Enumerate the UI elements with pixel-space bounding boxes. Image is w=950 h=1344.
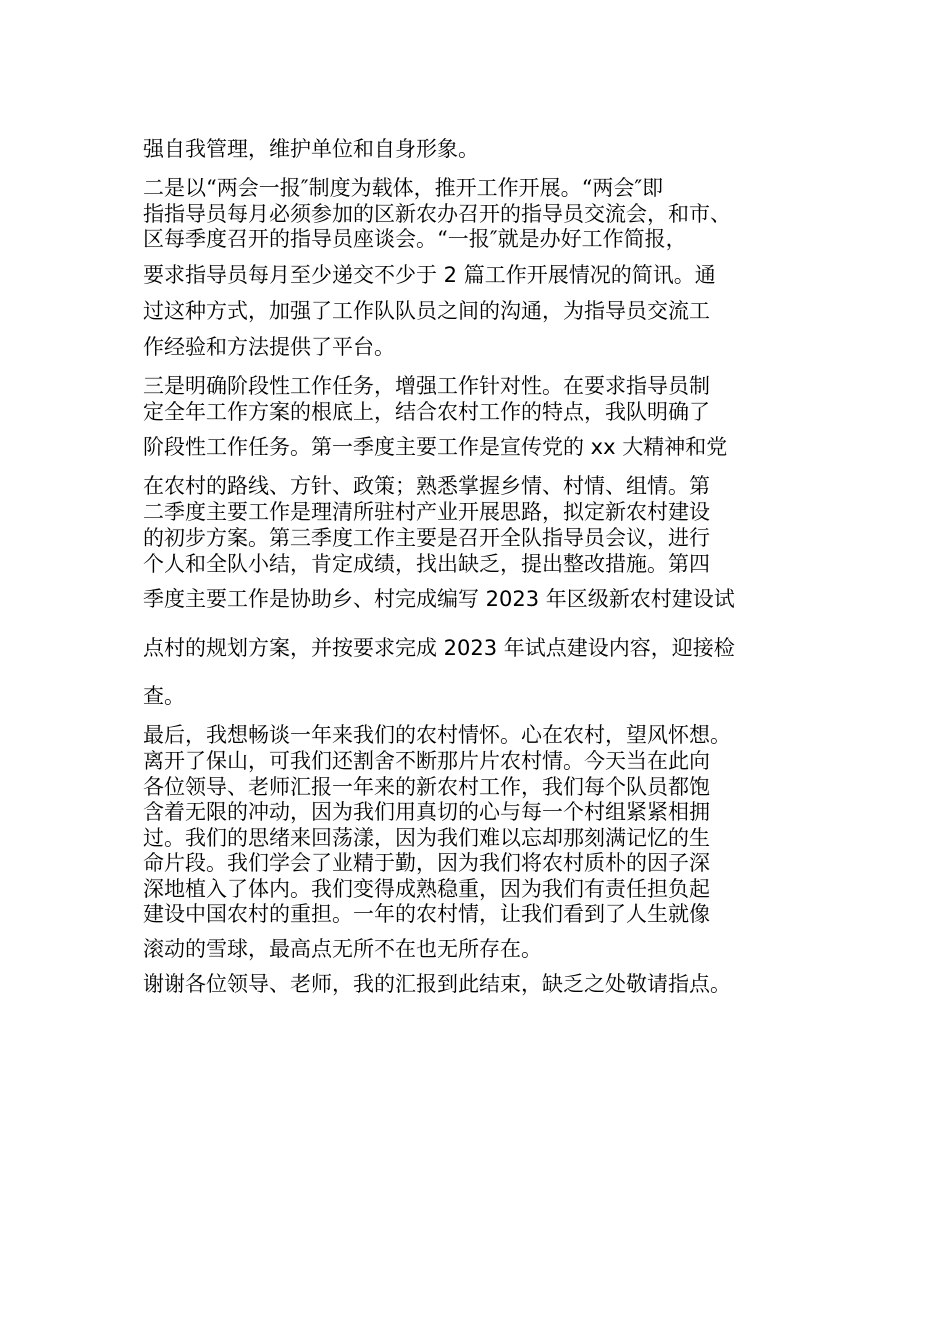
text-line: 个人和全队小结，肯定成绩，找出缺乏，提出整改措施。第四 <box>143 552 710 576</box>
text-line: 区每季度召开的指导员座谈会。“一报″就是办好工作简报， <box>143 227 687 251</box>
text-line: 建设中国农村的重担。一年的农村情，让我们看到了人生就像 <box>143 902 710 926</box>
text-line: 谢谢各位领导、老师，我的汇报到此结束，缺乏之处敬请指点。 <box>143 972 731 996</box>
text-line: 过。我们的思绪来回荡漾，因为我们难以忘却那刻满记忆的生 <box>143 826 710 850</box>
text-line: 季度主要工作是协助乡、村完成编写 2023 年区级新农村建设试 <box>143 587 735 611</box>
text-line: 强自我管理，维护单位和自身形象。 <box>143 137 479 161</box>
text-line: 命片段。我们学会了业精于勤，因为我们将农村质朴的因子深 <box>143 851 710 875</box>
text-line: 二是以“两会一报″制度为载体，推开工作开展。“两会″即 <box>143 176 664 200</box>
text-line: 定全年工作方案的根底上，结合农村工作的特点，我队明确了 <box>143 400 710 424</box>
text-line: 过这种方式，加强了工作队队员之间的沟通，为指导员交流工 <box>143 299 710 323</box>
text-line: 二季度主要工作是理清所驻村产业开展思路，拟定新农村建设 <box>143 500 710 524</box>
text-line: 作经验和方法提供了平台。 <box>143 335 395 359</box>
text-line: 深地植入了体内。我们变得成熟稳重，因为我们有责任担负起 <box>143 877 710 901</box>
text-line: 要求指导员每月至少递交不少于 2 篇工作开展情况的简讯。通 <box>143 263 716 287</box>
text-line: 点村的规划方案，并按要求完成 2023 年试点建设内容，迎接检 <box>143 636 735 660</box>
text-line: 离开了保山，可我们还割舍不断那片片农村情。今天当在此向 <box>143 749 710 773</box>
text-line: 阶段性工作任务。第一季度主要工作是宣传党的 xx 大精神和党 <box>143 435 728 459</box>
text-line: 滚动的雪球，最高点无所不在也无所存在。 <box>143 937 542 961</box>
text-line: 的初步方案。第三季度工作主要是召开全队指导员会议，进行 <box>143 526 710 550</box>
text-line: 各位领导、老师汇报一年来的新农村工作，我们每个队员都饱 <box>143 775 710 799</box>
text-line: 在农村的路线、方针、政策；熟悉掌握乡情、村情、组情。第 <box>143 474 710 498</box>
text-line: 三是明确阶段性工作任务，增强工作针对性。在要求指导员制 <box>143 374 710 398</box>
text-line: 查。 <box>143 684 185 708</box>
text-line: 最后，我想畅谈一年来我们的农村情怀。心在农村，望风怀想。 <box>143 723 731 747</box>
text-line: 指指导员每月必须参加的区新农办召开的指导员交流会，和市、 <box>143 202 731 226</box>
text-line: 含着无限的冲动，因为我们用真切的心与每一个村组紧紧相拥 <box>143 800 710 824</box>
